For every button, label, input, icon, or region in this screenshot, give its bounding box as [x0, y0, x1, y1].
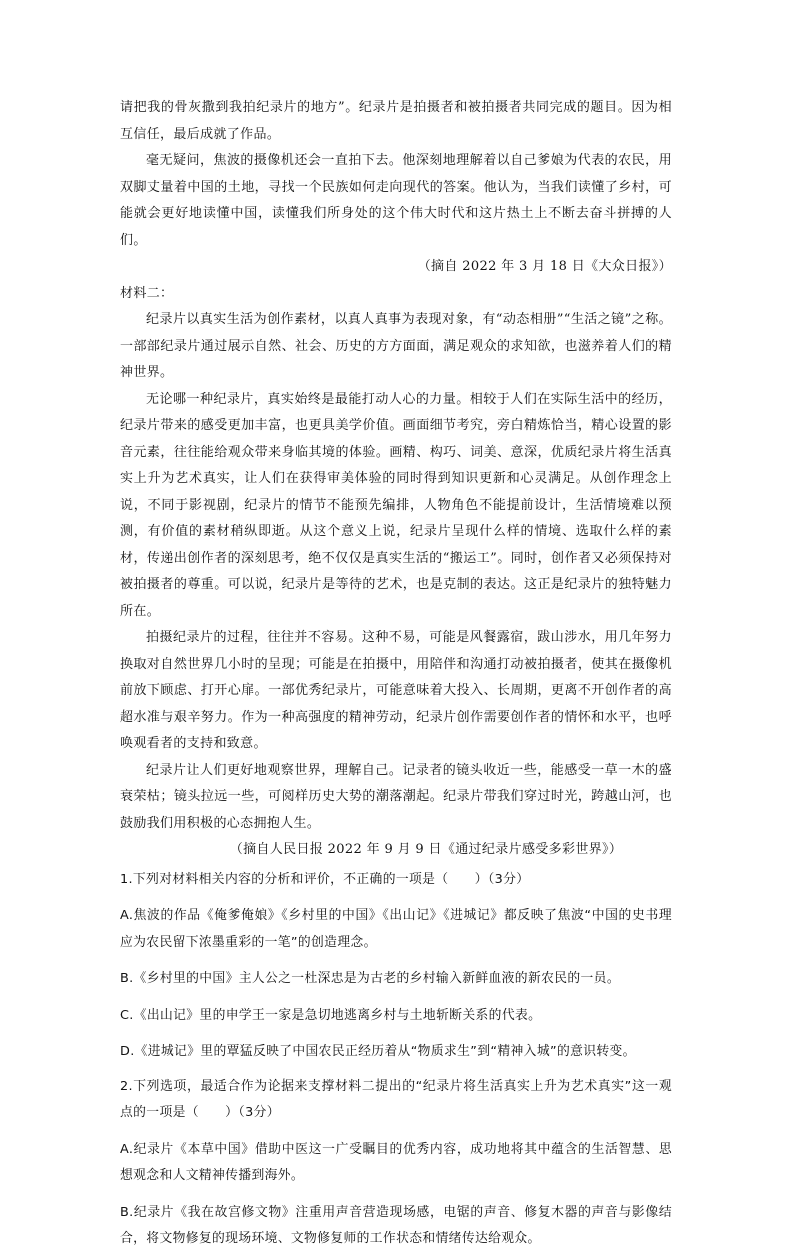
- question-1-option-a: A.焦波的作品《俺爹俺娘》《乡村里的中国》《出山记》《进城记》都反映了焦波“中国的史书理应为农民留下浓墨重彩的一笔”的创造理念。: [120, 908, 672, 950]
- questions-section: [120, 867, 672, 1253]
- material2-heading: 材料二：: [120, 285, 174, 301]
- question-1-option-d: D.《进城记》里的覃猛反映了中国农民正经历着从“物质求生”到“精神入城”的意识转变。: [120, 1044, 636, 1059]
- material2-paragraph-2: 无论哪一种纪录片，真实始终是最能打动人心的力量。相较于人们在实际生活中的经历，纪录片带来的感受更加丰富，也更具美学价值。画面细节考究，旁白精炼恰当，精心设置的影音元素，往往能给观众带来身临其境的体验。画精、构巧、词美、意深，优质纪录片将生活真实上升为艺术真实，让人们在获得审美体验的同时得到知识更新和心灵满足。从创作理念上说，不同于影视剧，纪录片的情节不能预先编排，人物角色不能提前设计，生活情境难以预测，有价值的素材稍纵即逝。从这个意义上说，纪录片呈现什么样的情境、选取什么样的素材，传递出创作者的深刻思考，绝不仅仅是真实生活的“搬运工”。同时，创作者又必须保持对被拍摄者的尊重。可以说，纪录片是等待的艺术，也是克制的表达。这正是纪录片的独特魅力所在。: [120, 391, 672, 619]
- question-2-option-a: A.纪录片《本草中国》借助中医这一广受瞩目的优秀内容，成功地将其中蕴含的生活智慧、思想观念和人文精神传播到海外。: [120, 1141, 672, 1183]
- material2-paragraph-3: 拍摄纪录片的过程，往往并不容易。这种不易，可能是风餐露宿，跋山涉水，用几年努力换取对自然世界几小时的呈现；可能是在拍摄中，用陪伴和沟通打动被拍摄者，使其在摄像机前放下顾虑、打开心扉。一部优秀纪录片，可能意味着大投入、长周期，更离不开创作者的高超水准与艰辛努力。作为一种高强度的精神劳动，纪录片创作需要创作者的情怀和水平，也呼唤观看者的支持和致意。: [120, 630, 672, 751]
- question-1-stem: 1.下列对材料相关内容的分析和评价，不正确的一项是（ ）（3分）: [120, 871, 530, 887]
- question-1-option-c: C.《出山记》里的申学王一家是急切地逃离乡村与土地斩断关系的代表。: [120, 1007, 542, 1023]
- document-page: [120, 95, 672, 1253]
- material2-paragraph-4: 纪录片让人们更好地观察世界，理解自己。记录者的镜头收近一些，能感受一草一木的盛衰荣枯；镜头拉远一些，可阅样历史大势的潮落潮起。纪录片带我们穿过时光，跨越山河，也鼓励我们用积极的心态拥抱人生。: [120, 762, 672, 831]
- question-2-stem: 2.下列选项，最适合作为论据来支撑材料二提出的“纪录片将生活真实上升为艺术真实”这一观点的一项是（ ）（3分）: [120, 1078, 672, 1120]
- material1-paragraph-1: 请把我的骨灰撒到我拍纪录片的地方”。纪录片是拍摄者和被拍摄者共同完成的题目。因为相互信任，最后成就了作品。: [120, 100, 672, 142]
- material2-paragraph-1: 纪录片以真实生活为创作素材，以真人真事为表现对象，有“动态相册”“生活之镜”之称。一部部纪录片通过展示自然、社会、历史的方方面面，满足观众的求知欲，也滋养着人们的精神世界。: [120, 312, 672, 380]
- question-2-option-b: B.纪录片《我在故宫修文物》注重用声音营造现场感，电锯的声音、修复木器的声音与影像结合，将文物修复的现场环境、文物修复师的工作状态和情绪传达给观众。: [120, 1204, 672, 1246]
- question-1-option-b: B.《乡村里的中国》主人公之一杜深忠是为古老的乡村输入新鲜血液的新农民的一员。: [120, 971, 620, 986]
- material1-paragraph-2: 毫无疑问，焦波的摄像机还会一直拍下去。他深刻地理解着以自己爹娘为代表的农民，用双脚丈量着中国的土地，寻找一个民族如何走向现代的答案。他认为，当我们读懂了乡村，可能就会更好地读懂中国，读懂我们所身处的这个伟大时代和这片热土上不断去奋斗拼搏的人们。: [120, 153, 672, 248]
- material2-source: （摘自人民日报 2022 年 9 月 9 日《通过纪录片感受多彩世界》）: [229, 842, 623, 857]
- material1-source: （摘自 2022 年 3 月 18 日《大众日报》）: [417, 259, 672, 274]
